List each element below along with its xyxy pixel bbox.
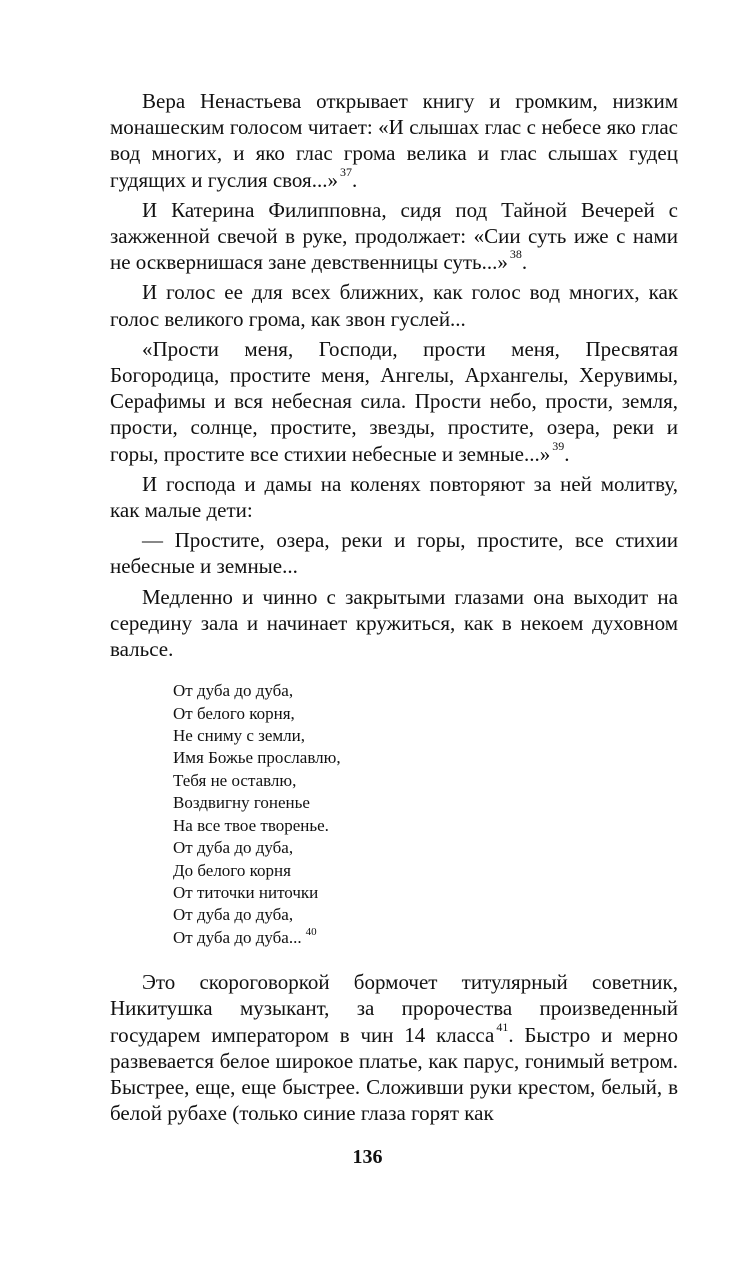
paragraph [110,279,678,331]
paragraph-tail: . [351,167,358,192]
poem-line: Имя Божье прославлю, [173,748,341,768]
paragraph [110,197,678,276]
poem-line: От дуба до дуба, [173,905,294,925]
footnote-marker: 37 [339,164,352,179]
paragraph-text: И голос ее для всех ближних, как голос вод многих, как голос великого грома, как звон гуслей... [110,280,678,331]
paragraph-text: — Простите, озера, реки и горы, простите, все стихии небесные и земные... [110,528,678,579]
page-number: 136 [352,1146,383,1168]
paragraph-tail: . [564,441,570,466]
paragraph-text: «Прости меня, Господи, прости меня, Пресвятая Богородица, простите меня, Ангелы, Архангелы, Херувимы, Серафимы и вся небесная сила. Прости небо, прости, земля, прости, солнце, простите, звезды, простите, озера, реки и горы, простите все стихии небесные и земные...» [110,336,678,466]
poem-block [173,680,678,949]
poem-line: Не сниму с земли, [173,726,305,746]
page-body [110,88,678,1130]
paragraph-text: Это скороговоркой бормочет титулярный советник, Никитушка музыкант, за пророчества произведенный государем императором в чин 14 класса [110,970,678,1047]
poem-line: До белого корня [173,860,291,880]
footnote-marker: 38 [509,247,522,262]
poem-line: Тебя не оставлю, [173,770,297,790]
poem-line: Воздвигну гоненье [173,793,310,813]
footnote-marker: 39 [552,438,565,453]
footnote-marker: 40 [305,925,317,938]
poem-line: От дуба до дуба, [173,681,294,701]
poem-line: От белого корня, [173,703,295,723]
poem-line-text: От дуба до дуба... [173,927,302,947]
paragraph-text: И Катерина Филипповна, сидя под Тайной Вечерей с зажженной свечой в руке, продолжает: «Сии суть иже с нами не осквернишася зане девственницы суть...» [110,197,678,275]
paragraph [110,584,678,663]
paragraph-tail: . [521,250,528,275]
text-block-top [110,88,678,662]
poem-line: От дуба до дуба, [173,838,294,858]
paragraph [110,471,678,523]
paragraph [110,527,678,579]
paragraph [110,336,678,467]
paragraph [110,88,678,193]
poem-line [173,927,678,949]
paragraph-text: Вера Ненастьева открывает книгу и громким, низким монашеским голосом читает: «И слышах глас с небесе яко глас вод многих, и яко глас грома велика и глас слышах гудец гудящих и гуслия своя...» [110,89,678,192]
closing-paragraph [110,969,678,1126]
paragraph-text: Медленно и чинно с закрытыми глазами она выходит на середину зала и начинает кружиться, как в некоем духовном вальсе. [110,584,678,662]
paragraph-tail: . Быстро и мерно развевается белое широкое платье, как парус, гонимый ветром. Быстрее, еще, еще быстрее. Сложивши руки крестом, белый, в белой рубахе (только синие глаза горят как [110,1022,678,1126]
paragraph-text: И господа и дамы на коленях повторяют за ней молитву, как малые дети: [110,471,678,523]
footnote-marker: 41 [496,1019,509,1034]
poem-line: На все твое творенье. [173,815,329,835]
poem-line: От титочки ниточки [173,882,319,902]
